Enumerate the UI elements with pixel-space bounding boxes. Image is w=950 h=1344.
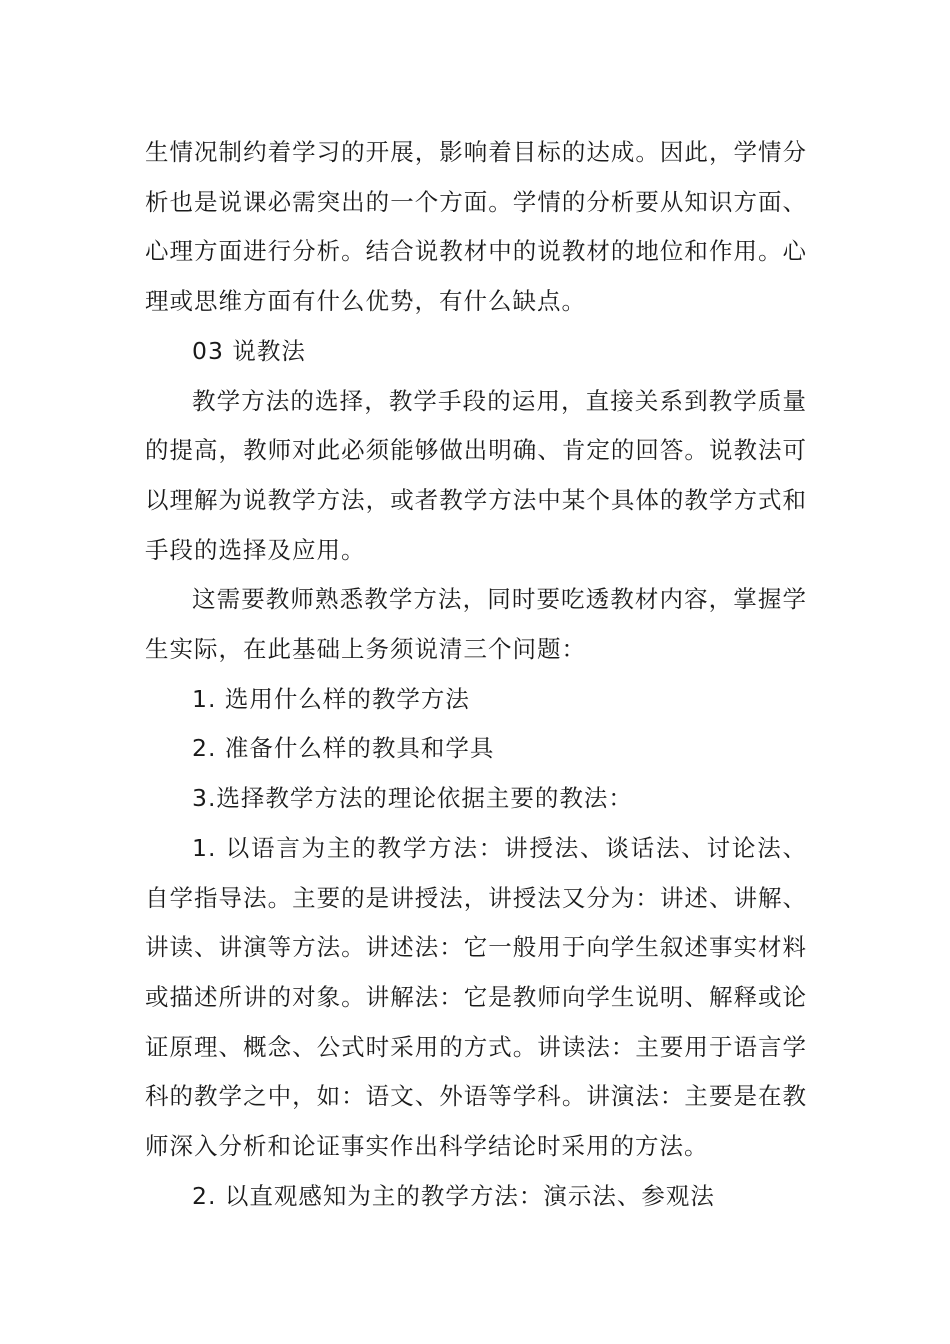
document-body — [145, 128, 807, 1221]
section-heading-teaching-method: 03 说教法 — [192, 336, 306, 365]
paragraph-three-questions: 这需要教师熟悉教学方法，同时要吃透教材内容，掌握学生实际，在此基础上务须说清三个问题： — [145, 585, 807, 664]
list-item-question-3: 3.选择教学方法的理论依据主要的教法： — [192, 784, 633, 813]
paragraph-learning-analysis: 生情况制约着学习的开展，影响着目标的达成。因此，学情分析也是说课必需突出的一个方面。学情的分析要从知识方面、心理方面进行分析。结合说教材中的说教材的地位和作用。心理或思维方面有什么优势，有什么缺点。 — [145, 138, 807, 316]
list-item-question-1: 1. 选用什么样的教学方法 — [192, 684, 470, 713]
paragraph-language-methods: 1. 以语言为主的教学方法：讲授法、谈话法、讨论法、自学指导法。主要的是讲授法，讲授法又分为：讲述、讲解、讲读、讲演等方法。讲述法：它一般用于向学生叙述事实材料或描述所讲的对象。讲解法：它是教师向学生说明、解释或论证原理、概念、公式时采用的方式。讲读法：主要用于语言学科的教学之中，如：语文、外语等学科。讲演法：主要是在教师深入分析和论证事实作出科学结论时采用的方法。 — [145, 833, 807, 1161]
paragraph-method-selection: 教学方法的选择，教学手段的运用，直接关系到教学质量的提高，教师对此必须能够做出明确、肯定的回答。说教法可以理解为说教学方法，或者教学方法中某个具体的教学方式和手段的选择及应用。 — [145, 386, 807, 564]
paragraph-visual-methods: 2. 以直观感知为主的教学方法：演示法、参观法 — [192, 1181, 715, 1210]
list-item-question-2: 2. 准备什么样的教具和学具 — [192, 734, 495, 763]
